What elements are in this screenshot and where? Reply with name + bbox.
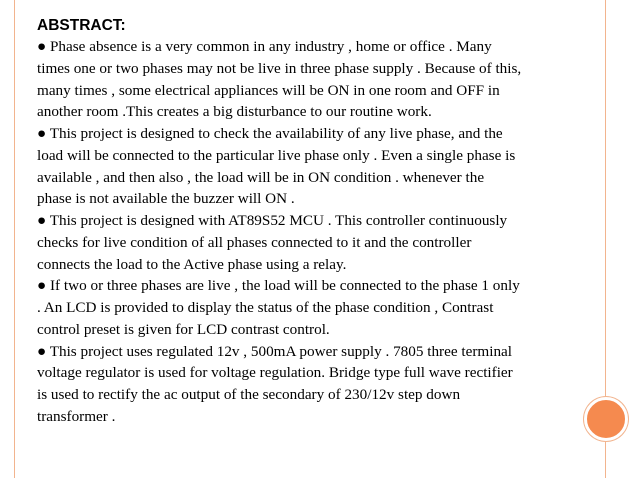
paragraph-power-supply [37, 341, 603, 428]
bullet-icon: ● [37, 212, 47, 229]
paragraph-text: This project uses regulated 12v , 500mA power supply . 7805 three terminal voltage regulator is used for voltage regulation. Bridge type full wave rectifier is used to rectify the ac output of the secondary of 230/12v step down transformer . [37, 342, 513, 425]
paragraph-text: This project is designed with AT89S52 MCU . This controller continuously checks for live condition of all phases connected to it and the controller connects the load to the Active phase using a relay. [37, 212, 508, 273]
paragraph-lcd [37, 275, 603, 340]
left-border-line [14, 0, 15, 478]
paragraph-mcu [37, 210, 603, 275]
bullet-icon: ● [37, 277, 47, 295]
paragraph-phase-absence [37, 36, 603, 123]
bullet-icon: ● [37, 38, 47, 55]
paragraph-text: This project is designed to check the availability of any live phase, and the load will be connected to the particular live phase only . Even a single phase is available , and then also , the load will be in ON condition . whenever the phase is not available the buzzer will ON . [37, 125, 516, 208]
paragraph-project-purpose [37, 123, 603, 210]
bullet-icon: ● [37, 342, 47, 360]
paragraph-text: Phase absence is a very common in any industry , home or office . Many times one or two phases may not be live in three phase supply . Because of this, many times , some electrical appliances will be ON in one room and OFF in another room .This creates a big disturbance to our routine work. [37, 38, 522, 121]
slide-title: ABSTRACT: [37, 17, 126, 34]
paragraph-text: If two or three phases are live , the load will be connected to the phase 1 only . An LCD is provided to display the status of the phase condition , Contrast control preset is given for LCD contrast control. [37, 277, 520, 338]
slide-content [37, 16, 603, 428]
bullet-icon: ● [37, 125, 47, 142]
